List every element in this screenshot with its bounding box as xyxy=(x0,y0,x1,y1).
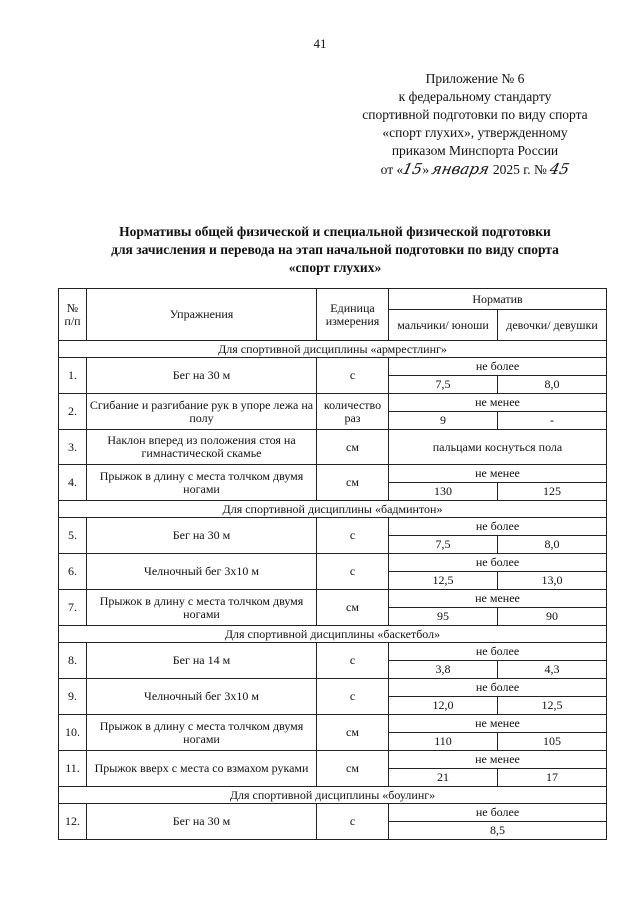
row-value-girls: 4,3 xyxy=(498,661,607,679)
row-condition: не менее xyxy=(389,590,607,608)
row-condition: не менее xyxy=(389,465,607,483)
row-unit: см xyxy=(317,715,389,751)
row-number: 9. xyxy=(59,679,87,715)
row-value-boys: 110 xyxy=(389,733,498,751)
row-condition: не более xyxy=(389,518,607,536)
row-exercise: Челночный бег 3x10 м xyxy=(87,679,317,715)
order-mid: » xyxy=(422,162,433,177)
row-value-boys: 21 xyxy=(389,769,498,787)
row-value-girls: 125 xyxy=(498,483,607,501)
table-row xyxy=(59,804,607,822)
row-value-boys: 95 xyxy=(389,608,498,626)
row-exercise: Прыжок в длину с места толчком двумя ногами xyxy=(87,715,317,751)
section-row xyxy=(59,501,607,518)
row-unit: см xyxy=(317,430,389,465)
header-num: № п/п xyxy=(59,289,87,341)
row-unit: с xyxy=(317,554,389,590)
table-row xyxy=(59,358,607,376)
row-exercise: Наклон вперед из положения стоя на гимнастической скамье xyxy=(87,430,317,465)
section-title: Для спортивной дисциплины «бадминтон» xyxy=(59,501,607,518)
table-body xyxy=(59,341,607,840)
row-number: 5. xyxy=(59,518,87,554)
row-number: 3. xyxy=(59,430,87,465)
section-row xyxy=(59,787,607,804)
table-row xyxy=(59,465,607,483)
table-row xyxy=(59,679,607,697)
row-value-girls: 12,5 xyxy=(498,697,607,715)
row-unit: см xyxy=(317,465,389,501)
row-value-boys: 7,5 xyxy=(389,536,498,554)
row-unit: с xyxy=(317,358,389,394)
appendix-header xyxy=(300,70,640,179)
section-row xyxy=(59,626,607,643)
header-exercise: Упражнения xyxy=(87,289,317,341)
table-row xyxy=(59,643,607,661)
table-row xyxy=(59,430,607,465)
row-unit: с xyxy=(317,518,389,554)
row-value-boys: 12,0 xyxy=(389,697,498,715)
row-value-girls: 105 xyxy=(498,733,607,751)
header-girls: девочки/ девушки xyxy=(498,310,607,341)
order-number: 45 xyxy=(548,160,572,178)
row-unit: см xyxy=(317,590,389,626)
row-number: 4. xyxy=(59,465,87,501)
row-value-girls: 8,0 xyxy=(498,376,607,394)
title-line: «спорт глухих» xyxy=(288,260,382,275)
row-condition: не менее xyxy=(389,751,607,769)
row-number: 12. xyxy=(59,804,87,840)
row-exercise: Прыжок вверх с места со взмахом руками xyxy=(87,751,317,787)
title-line: для зачисления и перевода на этап начальной подготовки по виду спорта xyxy=(111,242,559,257)
row-number: 2. xyxy=(59,394,87,430)
order-date-line xyxy=(300,160,640,179)
row-number: 1. xyxy=(59,358,87,394)
row-condition: не более xyxy=(389,554,607,572)
table-row xyxy=(59,751,607,769)
appendix-line: к федеральному стандарту xyxy=(398,89,552,104)
row-number: 10. xyxy=(59,715,87,751)
appendix-line: приказом Минспорта России xyxy=(391,143,559,158)
table-row xyxy=(59,394,607,412)
table-row xyxy=(59,590,607,608)
document-title xyxy=(40,223,630,277)
row-value-girls: 17 xyxy=(498,769,607,787)
appendix-line: спортивной подготовки по виду спорта xyxy=(362,107,588,122)
row-value-boys: 3,8 xyxy=(389,661,498,679)
row-exercise: Бег на 30 м xyxy=(87,804,317,840)
section-row xyxy=(59,341,607,358)
row-norm-merged: пальцами коснуться пола xyxy=(389,430,607,465)
order-month: января xyxy=(430,160,492,178)
row-unit: см xyxy=(317,751,389,787)
row-value-boys: 130 xyxy=(389,483,498,501)
appendix-line: «спорт глухих», утвержденному xyxy=(382,125,568,140)
order-prefix: от « xyxy=(380,162,404,177)
row-exercise: Челночный бег 3x10 м xyxy=(87,554,317,590)
row-exercise: Бег на 30 м xyxy=(87,358,317,394)
row-exercise: Бег на 30 м xyxy=(87,518,317,554)
header-boys: мальчики/ юноши xyxy=(389,310,498,341)
table-row xyxy=(59,518,607,536)
section-title: Для спортивной дисциплины «боулинг» xyxy=(59,787,607,804)
row-unit: с xyxy=(317,643,389,679)
row-exercise: Сгибание и разгибание рук в упоре лежа на полу xyxy=(87,394,317,430)
page-number: 41 xyxy=(313,36,327,51)
table-row xyxy=(59,554,607,572)
row-value-boys: 7,5 xyxy=(389,376,498,394)
order-year: 2025 г. № xyxy=(489,162,551,177)
row-value-girls: - xyxy=(498,412,607,430)
header-norm: Норматив xyxy=(389,289,607,310)
row-unit: количество раз xyxy=(317,394,389,430)
row-value-boys: 12,5 xyxy=(389,572,498,590)
row-value-girls: 8,0 xyxy=(498,536,607,554)
order-day: 15 xyxy=(401,160,425,178)
row-exercise: Бег на 14 м xyxy=(87,643,317,679)
row-condition: не более xyxy=(389,643,607,661)
title-line: Нормативы общей физической и специальной физической подготовки xyxy=(119,224,551,239)
row-condition: не более xyxy=(389,804,607,822)
row-condition: не более xyxy=(389,679,607,697)
section-title: Для спортивной дисциплины «армрестлинг» xyxy=(59,341,607,358)
norms-table xyxy=(58,288,607,840)
row-exercise: Прыжок в длину с места толчком двумя ногами xyxy=(87,590,317,626)
row-condition: не более xyxy=(389,358,607,376)
row-number: 6. xyxy=(59,554,87,590)
table-row xyxy=(59,715,607,733)
row-unit: с xyxy=(317,679,389,715)
row-number: 11. xyxy=(59,751,87,787)
row-condition: не менее xyxy=(389,394,607,412)
row-exercise: Прыжок в длину с места толчком двумя ногами xyxy=(87,465,317,501)
row-value-boys: 9 xyxy=(389,412,498,430)
row-number: 7. xyxy=(59,590,87,626)
section-title: Для спортивной дисциплины «баскетбол» xyxy=(59,626,607,643)
row-number: 8. xyxy=(59,643,87,679)
row-value-girls: 13,0 xyxy=(498,572,607,590)
appendix-line: Приложение № 6 xyxy=(425,71,525,86)
row-unit: с xyxy=(317,804,389,840)
row-value-girls: 90 xyxy=(498,608,607,626)
row-condition: не менее xyxy=(389,715,607,733)
row-value-shared: 8,5 xyxy=(389,822,607,840)
header-unit: Единица измерения xyxy=(317,289,389,341)
